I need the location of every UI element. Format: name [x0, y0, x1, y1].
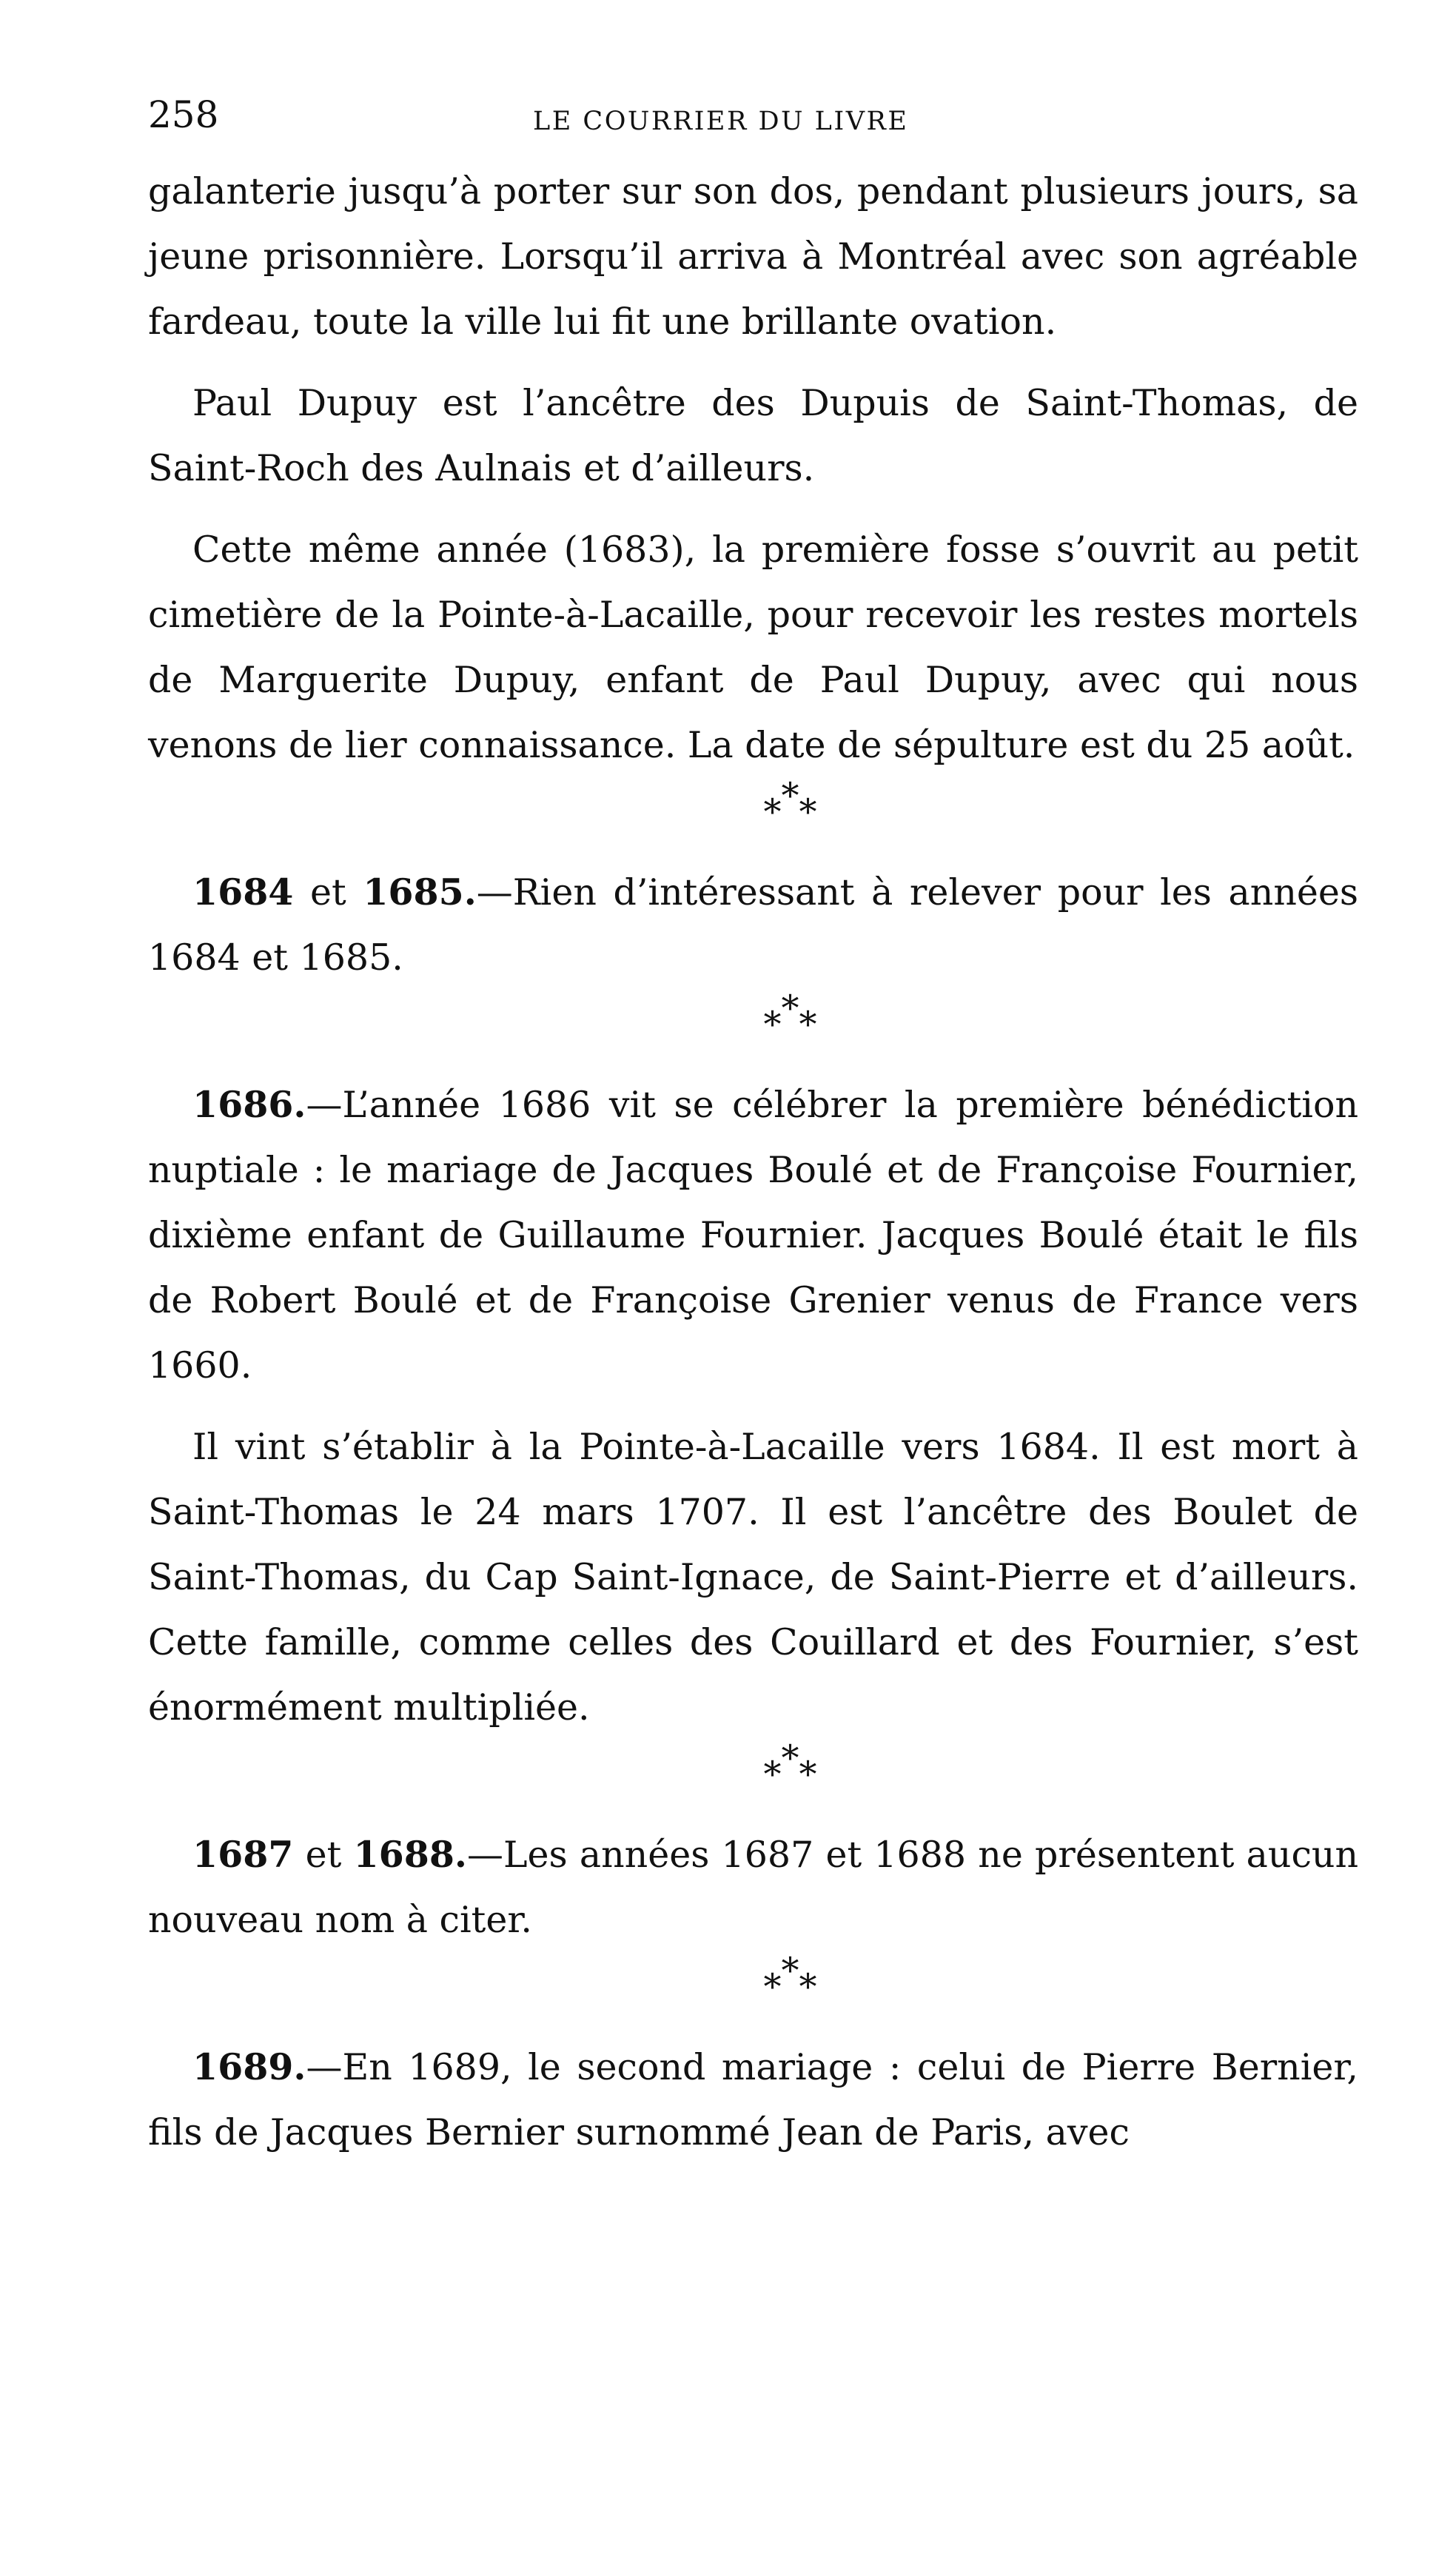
year-heading: 1687 — [192, 1833, 294, 1876]
paragraph-1687-1688: 1687 et 1688.—Les années 1687 et 1688 ne présentent aucun nouveau nom à citer. — [148, 1833, 1359, 1941]
paragraph-boule: Il vint s’établir à la Pointe-à-Lacaille vers 1684. Il est mort à Saint-Thomas le 24 mars 1707. Il est l’ancêtre des Boulet de Saint-Thomas, du Cap Saint-Ignace, de Saint-Pierre et d’ailleurs. Cette famille, comme celles des Couillard et des Fournier, s’est énormément multipliée. — [148, 1426, 1358, 1729]
body-text — [148, 159, 1358, 2165]
paragraph-1684-1685: 1684 et 1685.—Rien d’intéressant à relever pour les années 1684 et 1685. — [148, 871, 1359, 979]
asterism-divider: *** — [763, 988, 817, 1045]
year-heading: 1689. — [192, 2045, 306, 2088]
paragraph-1: galanterie jusqu’à porter sur son dos, pendant plusieurs jours, sa jeune prisonnière. Lorsqu’il arriva à Montréal avec son agréable fardeau, toute la ville lui fit une brillante ovation. — [148, 170, 1358, 343]
asterism-divider: *** — [763, 775, 817, 833]
paragraph-1689: 1689.—En 1689, le second mariage : celui de Pierre Bernier, fils de Jacques Bernier surnommé Jean de Paris, avec — [148, 2045, 1358, 2153]
year-heading: 1686. — [192, 1083, 306, 1126]
year-heading: 1684 — [192, 871, 294, 914]
paragraph-3: Cette même année (1683), la première fosse s’ouvrit au petit cimetière de la Pointe-à-Lacaille, pour recevoir les restes mortels de Marguerite Dupuy, enfant de Paul Dupuy, avec qui nous venons de lier connaissance. La date de sépulture est du 25 août. — [148, 529, 1358, 766]
asterism-divider: *** — [763, 1737, 817, 1795]
running-title: LE COURRIER DU LIVRE — [533, 107, 909, 136]
page-number: 258 — [148, 93, 219, 136]
year-heading: 1685. — [363, 871, 477, 914]
asterism-divider: *** — [763, 1950, 817, 2008]
paragraph-1686: 1686.—L’année 1686 vit se célébrer la première bénédiction nuptiale : le mariage de Jacques Boulé et de Françoise Fournier, dixième enfant de Guillaume Fournier. Jacques Boulé était le fils de Robert Boulé et de Françoise Grenier venus de France vers 1660. — [148, 1083, 1358, 1387]
year-heading: 1688. — [353, 1833, 467, 1876]
page-header — [148, 93, 1358, 159]
paragraph-2: Paul Dupuy est l’ancêtre des Dupuis de Saint-Thomas, de Saint-Roch des Aulnais et d’ailleurs. — [148, 382, 1358, 489]
book-page — [148, 93, 1358, 2182]
